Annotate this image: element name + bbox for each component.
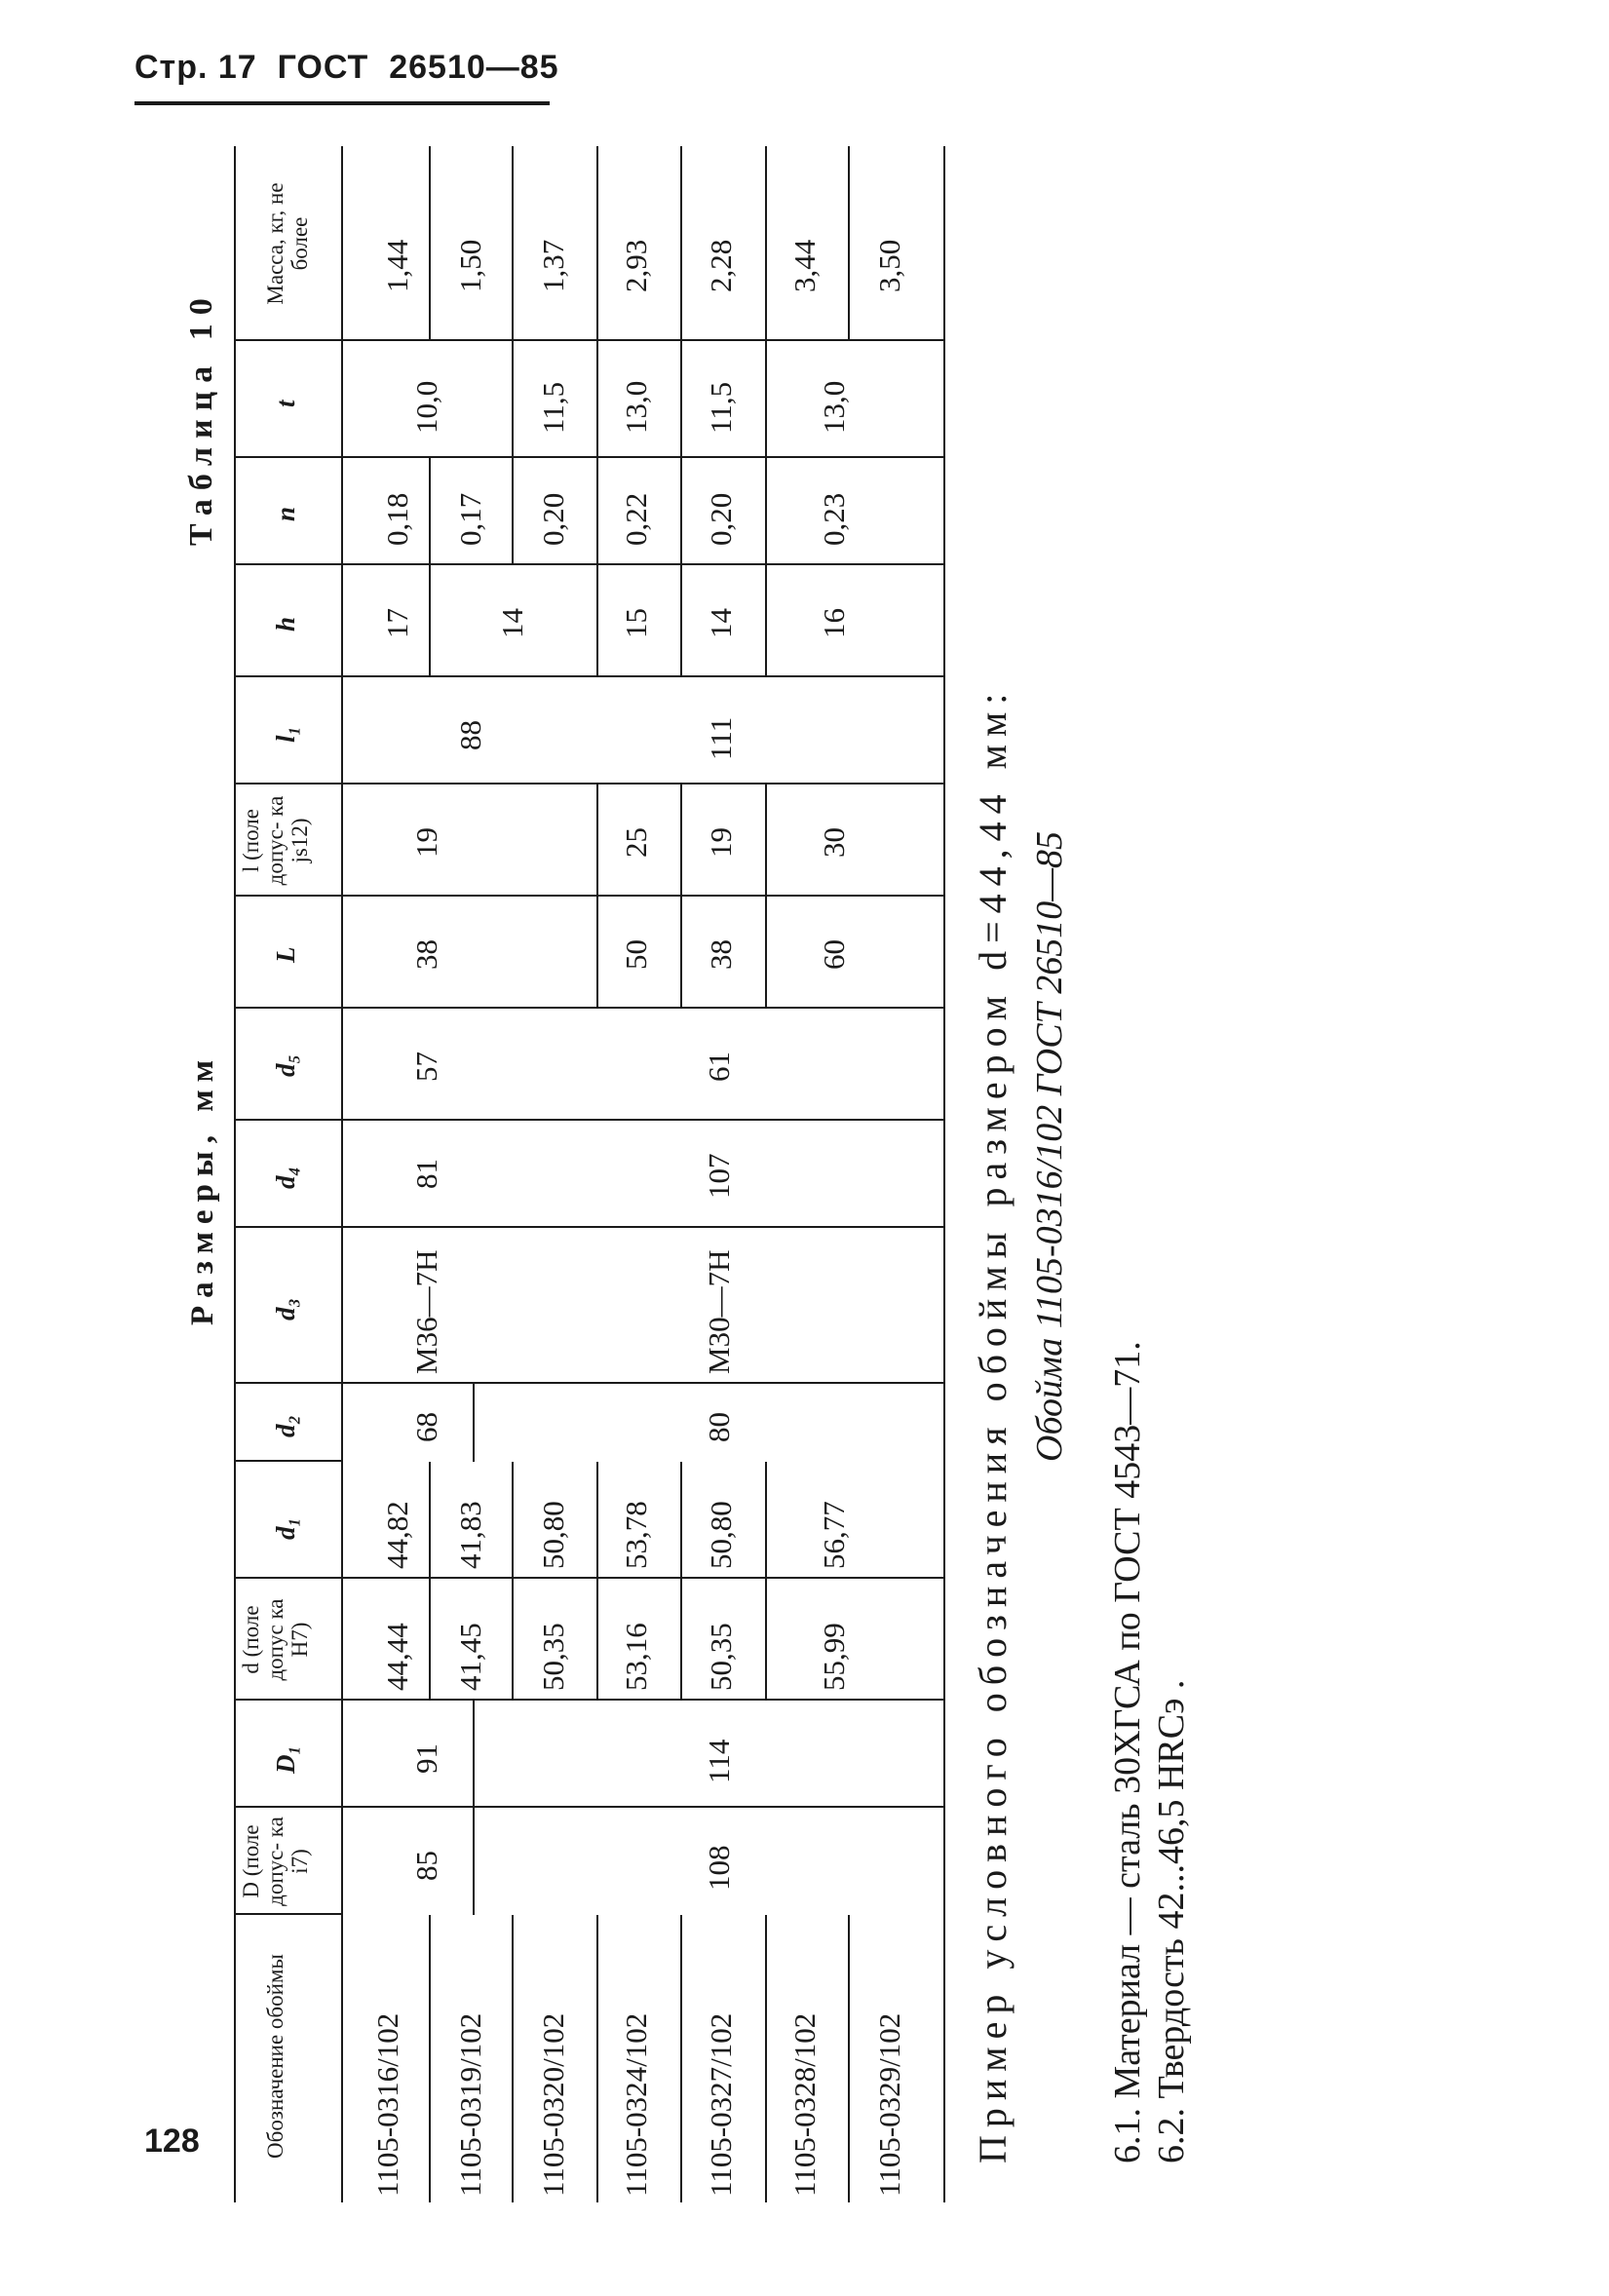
example-line: Пример условного обозначения обоймы размером d=44,44 мм: — [971, 685, 1015, 2163]
cell-l: 25 — [619, 827, 653, 858]
header-l: l (поле допус- ка js12) — [239, 795, 312, 886]
cell-l: 30 — [817, 827, 851, 858]
col-sep — [234, 895, 341, 897]
header-h: h — [271, 616, 300, 631]
table-row: 1105-0329/102 — [872, 2012, 906, 2197]
row-rule — [765, 341, 767, 458]
row-rule — [680, 1462, 682, 1579]
header-rule — [134, 101, 550, 105]
row-rule — [596, 897, 598, 1009]
col-sep — [234, 1577, 341, 1579]
header-l1: l₁ — [271, 726, 300, 743]
cell-t: 13,0 — [619, 380, 653, 434]
col-sep — [234, 456, 341, 458]
header-designation: Обозначение обоймы — [263, 1954, 287, 2159]
cell-l: 19 — [704, 827, 738, 858]
cell-l1: 111 — [704, 716, 738, 760]
cell-d3: М36—7Н — [409, 1249, 443, 1374]
row-rule — [765, 784, 767, 897]
header-d4: d₄ — [271, 1167, 300, 1189]
table-row: 1105-0320/102 — [536, 2012, 570, 2197]
table-bottom-rule — [943, 146, 945, 2202]
cell-h: 15 — [619, 608, 653, 638]
cell-D: 108 — [702, 1845, 736, 1891]
header-L: L — [271, 946, 300, 963]
cell-n: 0,17 — [453, 492, 487, 546]
row-rule — [680, 1915, 682, 2202]
cell-l1: 88 — [453, 720, 487, 750]
cell-n: 0,22 — [619, 492, 653, 546]
row-rule — [680, 784, 682, 897]
col-sep — [341, 1226, 945, 1228]
cell-mass: 1,50 — [453, 239, 487, 292]
row-rule — [429, 146, 431, 341]
row-rule — [512, 1462, 514, 1579]
dimensions-table — [234, 146, 945, 2202]
cell-t: 13,0 — [817, 380, 851, 434]
row-rule — [680, 458, 682, 565]
col-sep — [234, 1806, 945, 1808]
col-sep — [341, 1119, 945, 1121]
cell-d: 55,99 — [817, 1623, 851, 1691]
example-code: Обойма 1105-0316/102 ГОСТ 26510—85 — [1029, 830, 1070, 1462]
row-rule — [596, 784, 598, 897]
cell-d2: 80 — [702, 1412, 736, 1442]
row-rule — [512, 1915, 514, 2202]
col-sep — [234, 1913, 341, 1915]
row-rule — [512, 1579, 514, 1701]
row-rule — [848, 146, 850, 341]
cell-n: 0,23 — [817, 492, 851, 546]
col-sep — [341, 1007, 945, 1009]
table-row: 1105-0327/102 — [704, 2012, 738, 2197]
col-sep — [234, 1226, 341, 1228]
cell-d5: 61 — [702, 1052, 736, 1082]
row-rule — [429, 1579, 431, 1701]
row-rule — [596, 341, 598, 458]
cell-d: 44,44 — [380, 1623, 414, 1691]
cell-d1: 41,83 — [453, 1501, 487, 1569]
row-rule — [429, 565, 431, 677]
header-D1: D₁ — [271, 1745, 300, 1774]
cell-L: 38 — [409, 939, 443, 970]
table-top-rule — [234, 146, 236, 2202]
row-rule — [680, 1579, 682, 1701]
cell-mass: 2,28 — [704, 239, 738, 292]
cell-mass: 1,44 — [380, 239, 414, 292]
table-caption: Таблица 10 — [183, 289, 219, 546]
table-row: 1105-0316/102 — [370, 2012, 404, 2197]
cell-d: 50,35 — [536, 1623, 570, 1691]
cell-d1: 56,77 — [817, 1501, 851, 1569]
col-sep — [341, 456, 945, 458]
row-rule — [596, 146, 598, 341]
row-rule — [473, 1808, 475, 1915]
cell-d2: 68 — [409, 1412, 443, 1442]
cell-mass: 3,50 — [872, 239, 906, 292]
cell-d: 50,35 — [704, 1623, 738, 1691]
cell-d4: 81 — [409, 1159, 443, 1189]
cell-l: 19 — [409, 827, 443, 858]
row-rule — [680, 146, 682, 341]
row-rule — [596, 1915, 598, 2202]
note-material: 6.1. Материал — сталь 30ХГСА по ГОСТ 4543—71. — [1107, 1341, 1148, 2163]
cell-n: 0,20 — [704, 492, 738, 546]
header-n: n — [271, 506, 300, 521]
cell-h: 14 — [495, 608, 529, 638]
col-sep — [234, 1699, 341, 1701]
header-d2: d₂ — [271, 1415, 300, 1437]
header-t: t — [271, 400, 300, 407]
row-rule — [765, 146, 767, 341]
row-rule — [429, 458, 431, 565]
cell-d3: М30—7Н — [702, 1249, 736, 1374]
col-sep — [341, 1699, 945, 1701]
col-sep — [234, 1460, 341, 1462]
col-sep — [341, 339, 945, 341]
row-rule — [848, 1915, 850, 2202]
row-rule — [473, 1384, 475, 1462]
cell-D: 85 — [409, 1851, 443, 1881]
header-mass: Масса, кг, не более — [263, 182, 312, 305]
rotated-content — [166, 146, 1277, 2202]
row-rule — [512, 146, 514, 341]
row-rule — [429, 1915, 431, 2202]
row-rule — [596, 1579, 598, 1701]
header-d3: d₃ — [271, 1298, 300, 1320]
row-rule — [680, 565, 682, 677]
col-sep — [234, 1007, 341, 1009]
table-row: 1105-0328/102 — [787, 2012, 822, 2197]
cell-D1: 91 — [409, 1743, 443, 1774]
col-sep — [341, 895, 945, 897]
cell-t: 11,5 — [536, 381, 570, 434]
col-sep — [234, 339, 341, 341]
col-sep — [234, 563, 341, 565]
dimensions-caption: Размеры, мм — [185, 1052, 220, 1325]
row-rule — [765, 458, 767, 565]
row-rule — [765, 1915, 767, 2202]
col-sep — [341, 783, 945, 784]
cell-h: 14 — [704, 608, 738, 638]
cell-d: 41,45 — [453, 1623, 487, 1691]
cell-d1: 50,80 — [536, 1501, 570, 1569]
row-rule — [512, 458, 514, 565]
header-bottom-rule — [341, 146, 343, 2202]
cell-n: 0,20 — [536, 492, 570, 546]
cell-d4: 107 — [702, 1153, 736, 1199]
col-sep — [341, 675, 945, 677]
col-sep — [234, 783, 341, 784]
cell-d1: 50,80 — [704, 1501, 738, 1569]
header-d5: d₅ — [271, 1054, 300, 1077]
row-rule — [596, 458, 598, 565]
col-sep — [234, 1382, 341, 1384]
col-sep — [234, 1119, 341, 1121]
header-d1: d₁ — [271, 1517, 300, 1540]
col-sep — [341, 1382, 945, 1384]
cell-mass: 3,44 — [787, 239, 822, 292]
row-rule — [765, 1462, 767, 1579]
cell-n: 0,18 — [380, 492, 414, 546]
row-rule — [596, 1462, 598, 1579]
row-rule — [765, 897, 767, 1009]
header-D: D (поле допус- ка i7) — [239, 1817, 312, 1906]
cell-t: 10,0 — [409, 380, 443, 434]
row-rule — [680, 897, 682, 1009]
row-rule — [512, 341, 514, 458]
table-row: 1105-0324/102 — [619, 2012, 653, 2197]
cell-D1: 114 — [702, 1739, 736, 1783]
col-sep — [341, 563, 945, 565]
row-rule — [765, 565, 767, 677]
table-row: 1105-0319/102 — [453, 2012, 487, 2197]
cell-mass: 1,37 — [536, 239, 570, 292]
cell-L: 60 — [817, 939, 851, 970]
note-hardness: 6.2. Твердость 42...46,5 HRCэ . — [1151, 1679, 1192, 2163]
col-sep — [234, 675, 341, 677]
cell-h: 17 — [380, 608, 414, 638]
row-rule — [596, 565, 598, 677]
row-rule — [680, 341, 682, 458]
cell-d5: 57 — [409, 1052, 443, 1082]
col-sep — [341, 1577, 945, 1579]
cell-d1: 44,82 — [380, 1501, 414, 1569]
cell-mass: 2,93 — [619, 239, 653, 292]
header-d: d (поле допус ка H7) — [239, 1598, 312, 1681]
cell-d: 53,16 — [619, 1623, 653, 1691]
cell-d1: 53,78 — [619, 1501, 653, 1569]
cell-t: 11,5 — [704, 381, 738, 434]
page-header: Стр. 17 ГОСТ 26510—85 — [134, 49, 559, 86]
row-rule — [429, 1462, 431, 1579]
row-rule — [473, 1701, 475, 1808]
cell-L: 38 — [704, 939, 738, 970]
page-number: 128 — [144, 2123, 200, 2160]
cell-L: 50 — [619, 939, 653, 970]
cell-h: 16 — [817, 608, 851, 638]
row-rule — [765, 1579, 767, 1701]
